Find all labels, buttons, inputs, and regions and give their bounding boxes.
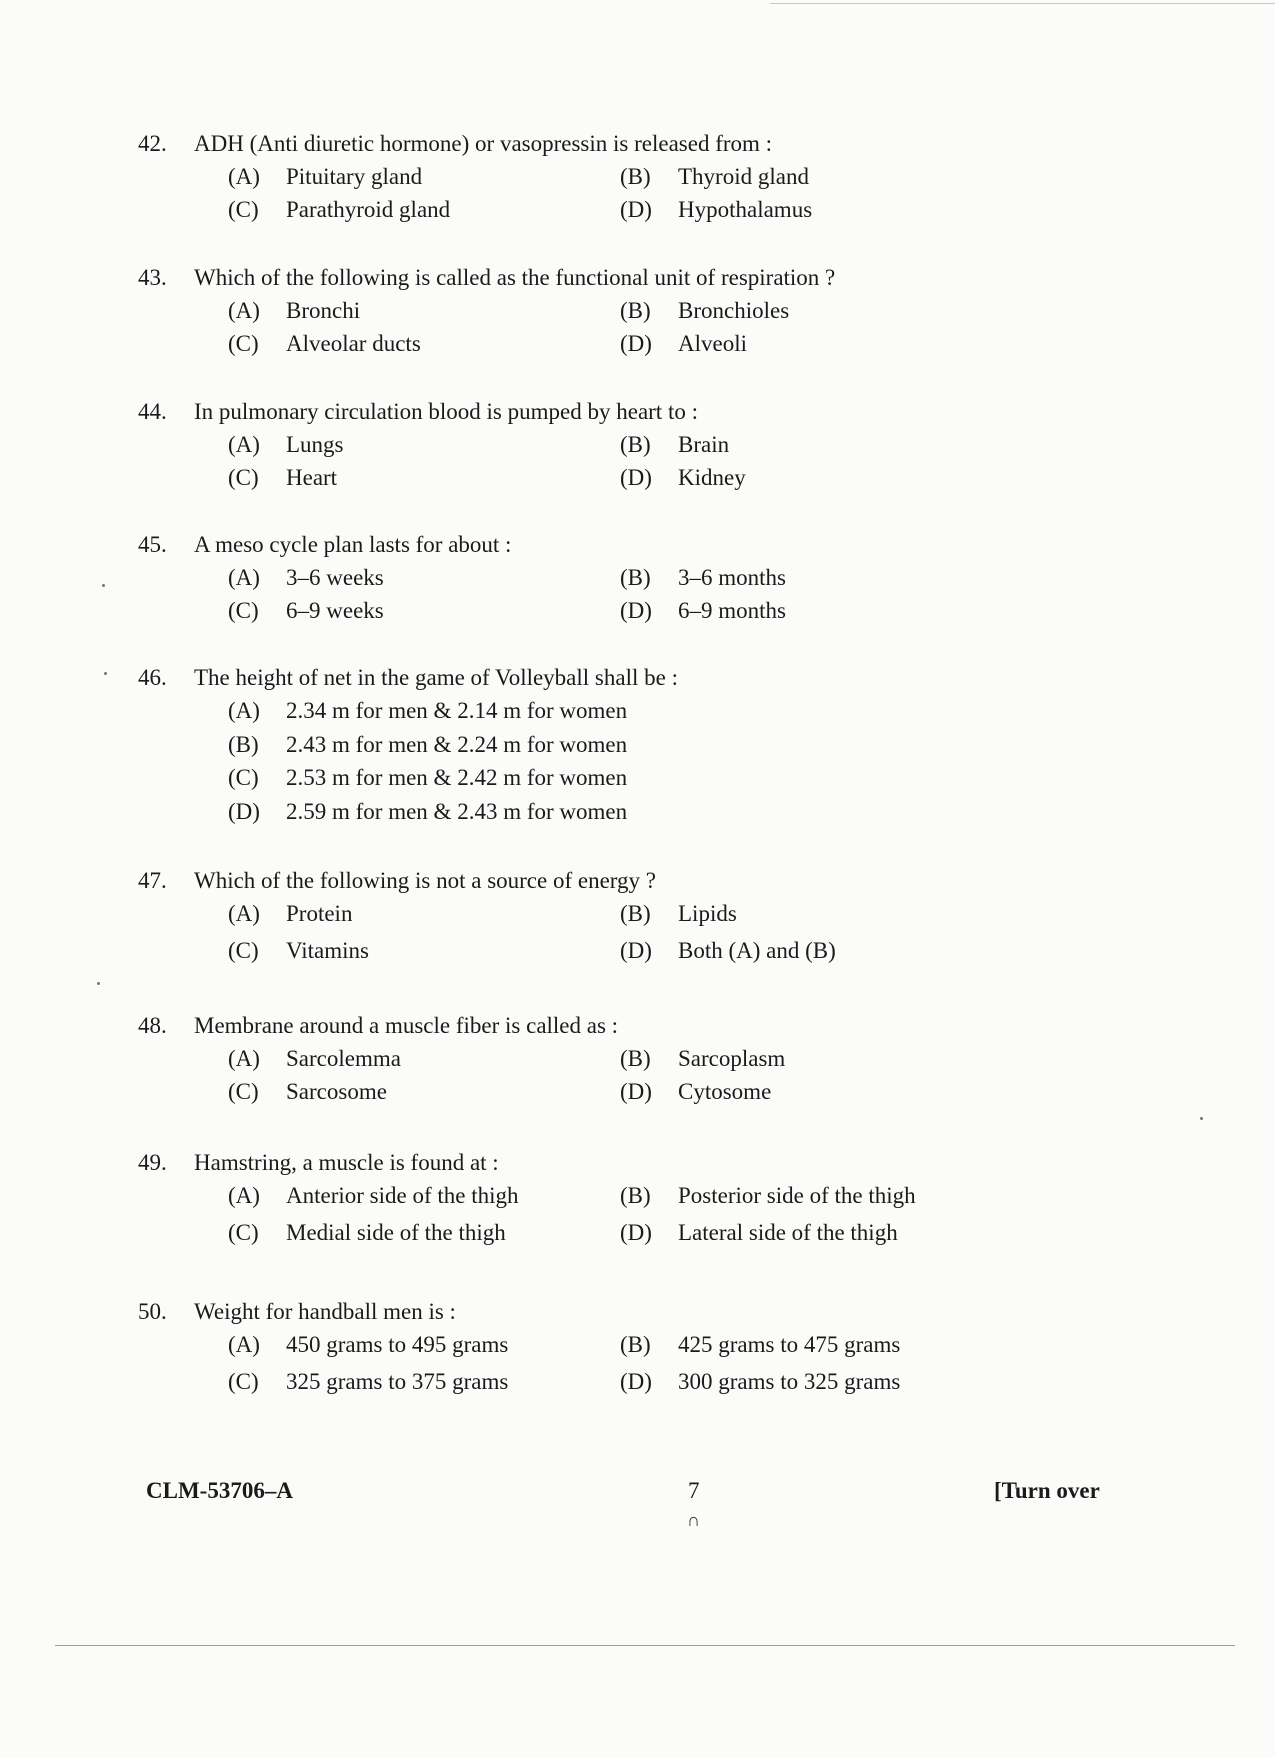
option-key: (B) xyxy=(620,565,651,590)
question-number: 47. xyxy=(138,868,167,893)
option-text: 425 grams to 475 grams xyxy=(678,1332,901,1357)
option-row xyxy=(228,294,1038,327)
option-a xyxy=(228,1042,620,1075)
options xyxy=(228,1328,1038,1402)
question-45 xyxy=(138,528,1038,627)
option-row xyxy=(228,160,1038,193)
options xyxy=(228,294,1038,360)
option-key: (A) xyxy=(228,901,260,926)
option-row xyxy=(228,1216,1038,1253)
question-44 xyxy=(138,395,1038,494)
option-row xyxy=(228,1075,1038,1108)
option-text: Parathyroid gland xyxy=(286,197,451,222)
option-text: Alveolar ducts xyxy=(286,331,421,356)
option-row xyxy=(228,934,1038,971)
options xyxy=(228,428,1038,494)
scan-speck xyxy=(97,982,100,985)
option-b xyxy=(620,294,789,327)
option-c xyxy=(228,327,620,360)
option-text: Heart xyxy=(286,465,338,490)
option-b xyxy=(620,1179,916,1212)
option-row xyxy=(228,1328,1038,1365)
option-key: (C) xyxy=(228,197,259,222)
option-row xyxy=(228,728,1038,762)
top-edge-rule xyxy=(770,3,1275,4)
option-key: (C) xyxy=(228,465,259,490)
option-a xyxy=(228,897,620,930)
option-c xyxy=(228,761,627,794)
options xyxy=(228,160,1038,226)
option-row xyxy=(228,461,1038,494)
option-d xyxy=(620,934,836,967)
page-number: 7 xyxy=(688,1478,700,1503)
option-key: (B) xyxy=(228,731,259,757)
option-key: (D) xyxy=(620,938,652,963)
option-d xyxy=(620,327,747,360)
option-key: (A) xyxy=(228,1183,260,1208)
option-text: Lipids xyxy=(678,901,737,926)
option-key: (D) xyxy=(620,331,652,356)
option-row xyxy=(228,897,1038,934)
option-key: (A) xyxy=(228,432,260,457)
option-text: Cytosome xyxy=(678,1079,772,1104)
option-key: (C) xyxy=(228,331,259,356)
paper-code: CLM-53706–A xyxy=(146,1478,293,1503)
option-text: 450 grams to 495 grams xyxy=(286,1332,509,1357)
option-row xyxy=(228,561,1038,594)
option-row xyxy=(228,193,1038,226)
option-key: (D) xyxy=(620,465,652,490)
option-text: Alveoli xyxy=(678,331,747,356)
option-row xyxy=(228,594,1038,627)
option-text: Bronchi xyxy=(286,298,361,323)
question-line xyxy=(138,528,1038,561)
option-d xyxy=(620,1075,771,1108)
option-b xyxy=(620,897,737,930)
question-number: 50. xyxy=(138,1299,167,1324)
option-key: (D) xyxy=(228,798,260,824)
option-d xyxy=(620,594,786,627)
option-b xyxy=(620,428,729,461)
option-a xyxy=(228,294,620,327)
options xyxy=(228,897,1038,971)
scan-speck xyxy=(1200,1117,1203,1120)
scan-speck xyxy=(104,672,107,675)
question-text: Weight for handball men is : xyxy=(194,1299,456,1324)
option-key: (B) xyxy=(620,164,651,189)
option-text: 3–6 weeks xyxy=(286,565,384,590)
option-row xyxy=(228,795,1038,829)
option-key: (A) xyxy=(228,1046,260,1071)
option-text: Hypothalamus xyxy=(678,197,813,222)
option-text: Pituitary gland xyxy=(286,164,423,189)
option-d xyxy=(620,193,812,226)
question-48 xyxy=(138,1009,1038,1108)
option-d xyxy=(620,1365,900,1398)
option-d xyxy=(620,1216,898,1249)
question-text: Hamstring, a muscle is found at : xyxy=(194,1150,499,1175)
option-a xyxy=(228,561,620,594)
option-key: (D) xyxy=(620,1079,652,1104)
question-46 xyxy=(138,661,1038,828)
option-text: Sarcolemma xyxy=(286,1046,401,1071)
question-text: In pulmonary circulation blood is pumped by heart to : xyxy=(194,399,698,424)
option-key: (C) xyxy=(228,1369,259,1394)
question-43 xyxy=(138,261,1038,360)
option-b xyxy=(620,561,786,594)
option-key: (B) xyxy=(620,1183,651,1208)
question-number: 44. xyxy=(138,399,167,424)
option-text: 2.34 m for men & 2.14 m for women xyxy=(286,698,628,723)
options xyxy=(228,694,1038,828)
option-a xyxy=(228,160,620,193)
question-line xyxy=(138,661,1038,694)
question-text: Which of the following is called as the functional unit of respiration ? xyxy=(194,265,836,290)
option-text: Both (A) and (B) xyxy=(678,938,836,963)
option-key: (C) xyxy=(228,938,259,963)
option-text: 2.43 m for men & 2.24 m for women xyxy=(286,731,628,757)
pen-mark: ∩ xyxy=(687,1510,700,1530)
option-key: (A) xyxy=(228,164,260,189)
question-line xyxy=(138,864,1038,897)
option-c xyxy=(228,934,620,967)
question-number: 49. xyxy=(138,1150,167,1175)
option-b xyxy=(228,728,627,761)
option-c xyxy=(228,1365,620,1398)
option-key: (B) xyxy=(620,1332,651,1357)
option-text: Medial side of the thigh xyxy=(286,1220,506,1245)
question-text: ADH (Anti diuretic hormone) or vasopressin is released from : xyxy=(194,131,773,156)
option-a xyxy=(228,1179,620,1212)
option-key: (C) xyxy=(228,598,259,623)
option-text: 6–9 months xyxy=(678,598,786,623)
question-50 xyxy=(138,1295,1038,1402)
options xyxy=(228,561,1038,627)
option-text: Kidney xyxy=(678,465,746,490)
option-key: (D) xyxy=(620,197,652,222)
option-key: (B) xyxy=(620,298,651,323)
option-text: Lateral side of the thigh xyxy=(678,1220,898,1245)
question-number: 42. xyxy=(138,131,167,156)
option-b xyxy=(620,1042,785,1075)
option-row xyxy=(228,327,1038,360)
bottom-edge-rule xyxy=(55,1645,1235,1646)
options xyxy=(228,1179,1038,1253)
option-c xyxy=(228,594,620,627)
option-a xyxy=(228,428,620,461)
option-row xyxy=(228,1179,1038,1216)
option-a xyxy=(228,694,627,727)
option-text: Brain xyxy=(678,432,730,457)
options xyxy=(228,1042,1038,1108)
option-c xyxy=(228,193,620,226)
option-row xyxy=(228,694,1038,728)
question-number: 43. xyxy=(138,265,167,290)
option-c xyxy=(228,1075,620,1108)
option-key: (A) xyxy=(228,298,260,323)
option-text: Sarcosome xyxy=(286,1079,387,1104)
option-d xyxy=(228,795,627,828)
option-c xyxy=(228,1216,620,1249)
question-line xyxy=(138,395,1038,428)
question-line xyxy=(138,1146,1038,1179)
scan-speck xyxy=(102,584,105,587)
option-text: 3–6 months xyxy=(678,565,786,590)
question-line xyxy=(138,1295,1038,1328)
question-number: 45. xyxy=(138,532,167,557)
option-key: (C) xyxy=(228,1220,259,1245)
question-line xyxy=(138,127,1038,160)
option-key: (D) xyxy=(620,598,652,623)
option-key: (D) xyxy=(620,1369,652,1394)
question-text: Which of the following is not a source of energy ? xyxy=(194,868,656,893)
option-b xyxy=(620,160,809,193)
option-key: (A) xyxy=(228,565,260,590)
option-row xyxy=(228,761,1038,795)
question-number: 48. xyxy=(138,1013,167,1038)
option-key: (C) xyxy=(228,1079,259,1104)
option-d xyxy=(620,461,746,494)
option-c xyxy=(228,461,620,494)
option-row xyxy=(228,428,1038,461)
option-text: Thyroid gland xyxy=(678,164,809,189)
question-line xyxy=(138,261,1038,294)
option-key: (B) xyxy=(620,901,651,926)
option-key: (A) xyxy=(228,1332,260,1357)
option-a xyxy=(228,1328,620,1361)
option-b xyxy=(620,1328,900,1361)
option-text: Vitamins xyxy=(286,938,369,963)
option-text: Posterior side of the thigh xyxy=(678,1183,916,1208)
option-text: 300 grams to 325 grams xyxy=(678,1369,901,1394)
option-key: (B) xyxy=(620,432,651,457)
option-row xyxy=(228,1365,1038,1402)
question-number: 46. xyxy=(138,665,167,690)
option-text: Bronchioles xyxy=(678,298,790,323)
option-text: 6–9 weeks xyxy=(286,598,384,623)
question-line xyxy=(138,1009,1038,1042)
question-text: Membrane around a muscle fiber is called as : xyxy=(194,1013,619,1038)
option-key: (A) xyxy=(228,698,260,723)
option-key: (D) xyxy=(620,1220,652,1245)
option-key: (C) xyxy=(228,765,259,790)
option-text: 325 grams to 375 grams xyxy=(286,1369,509,1394)
question-47 xyxy=(138,864,1038,971)
turn-over-note: [Turn over xyxy=(994,1478,1100,1503)
option-text: Anterior side of the thigh xyxy=(286,1183,519,1208)
option-text: 2.53 m for men & 2.42 m for women xyxy=(286,765,628,790)
question-text: The height of net in the game of Volleyball shall be : xyxy=(194,665,678,690)
option-text: Sarcoplasm xyxy=(678,1046,786,1071)
question-42 xyxy=(138,127,1038,226)
question-text: A meso cycle plan lasts for about : xyxy=(194,532,512,557)
option-text: 2.59 m for men & 2.43 m for women xyxy=(286,798,628,824)
option-text: Protein xyxy=(286,901,353,926)
option-row xyxy=(228,1042,1038,1075)
option-key: (B) xyxy=(620,1046,651,1071)
option-text: Lungs xyxy=(286,432,344,457)
question-49 xyxy=(138,1146,1038,1253)
